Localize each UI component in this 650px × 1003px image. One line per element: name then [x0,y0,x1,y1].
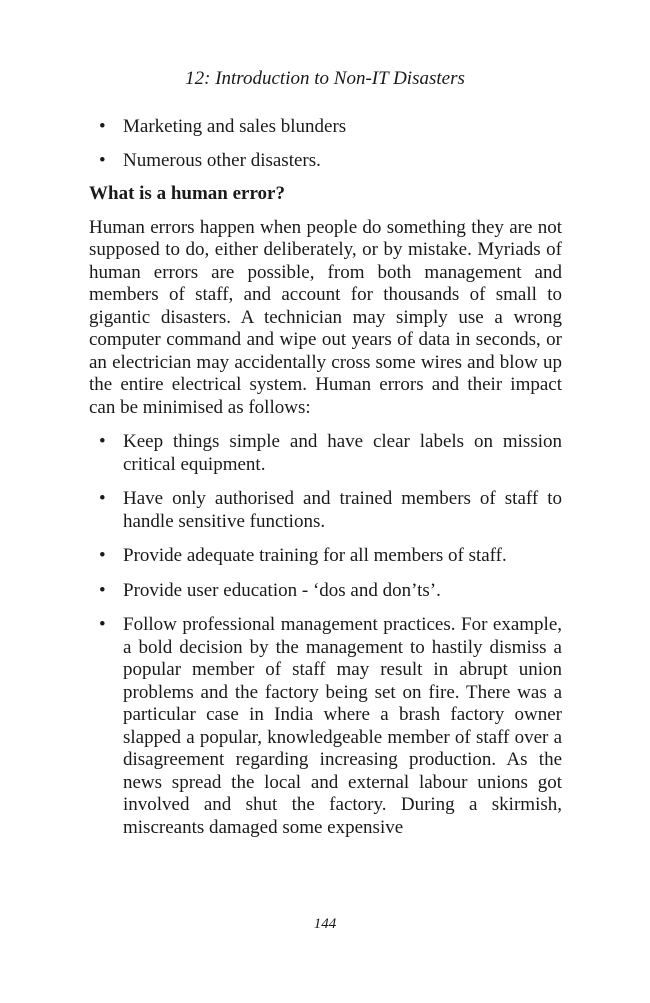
tips-bullet-list [89,431,562,839]
running-header: 12: Introduction to Non-IT Disasters [185,68,465,89]
list-item: • Marketing and sales blunders [89,116,562,139]
list-item: • Provide adequate training for all members of staff. [89,545,562,568]
list-item: • Provide user education - ‘dos and don’ts’. [89,580,562,603]
body-paragraph: Human errors happen when people do something they are not supposed to do, either deliberately, or by mistake. Myriads of human errors are possible, from both management and members of staff, and account for thousands of small to gigantic disasters. A technician may simply use a wrong computer command and wipe out years of data in seconds, or an electrician may accidentally cross some wires and blow up the entire electrical system. Human errors and their impact can be minimised as follows: [89,216,562,418]
list-item: • Numerous other disasters. [89,150,562,173]
top-bullet-list [89,116,562,172]
page-number: 144 [313,916,337,932]
list-item: • Follow professional management practices. For example, a bold decision by the management to hastily dismiss a popular member of staff may result in abrupt union problems and the factory being set on fire. There was a particular case in India where a brash factory owner slapped a popular, knowledgeable member of staff over a disagreement regarding increasing production. As the news spread the local and external labour unions got involved and shut the factory. During a skirmish, miscreants damaged some expensive [89,614,562,839]
list-item: • Keep things simple and have clear labels on mission critical equipment. [89,431,562,476]
page-content [89,116,562,851]
list-item: • Have only authorised and trained members of staff to handle sensitive functions. [89,488,562,533]
section-heading: What is a human error? [89,183,285,204]
